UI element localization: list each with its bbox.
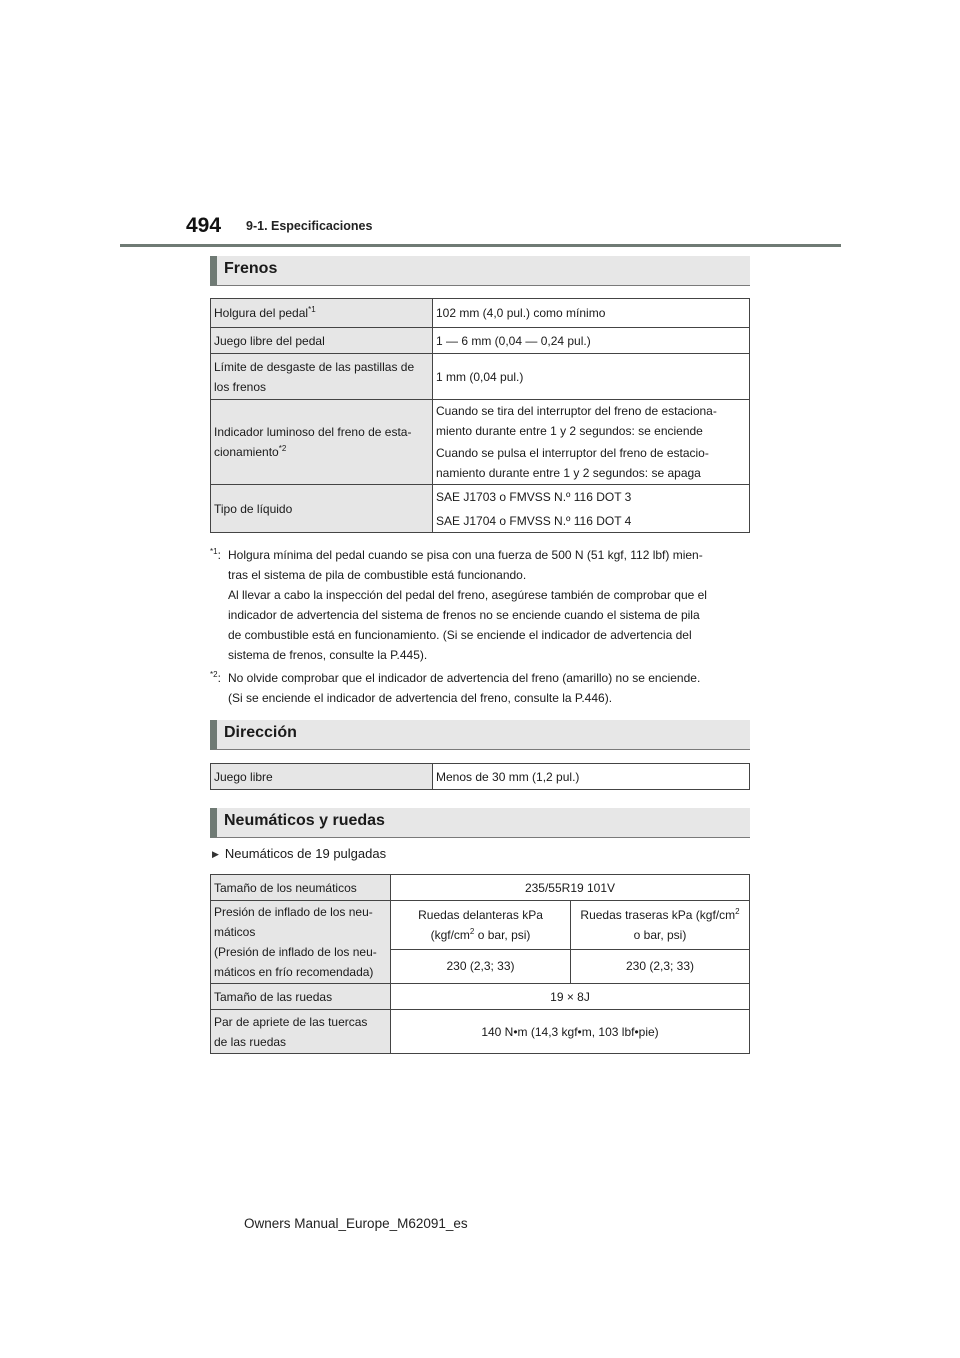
tire-size-bullet: ▶ Neumáticos de 19 pulgadas (212, 846, 387, 861)
table-row (211, 901, 750, 950)
table-label-cell: Holgura del pedal$^{*1}$ (211, 299, 433, 328)
section-title-direccion: Dirección (224, 724, 297, 741)
table-value-cell: 1 — 6 mm (0,04 — 0,24 pul.) (433, 328, 750, 354)
chapter-title: 9-1. Especificaciones (246, 219, 373, 233)
table-label-cell: Presión de inflado de los neu- máticos (Presión de inflado de los neu- máticos en frío recomendada) (211, 901, 391, 984)
table-label-cell: Tamaño de los neumáticos (211, 875, 391, 901)
table-label-cell: Tamaño de las ruedas (211, 984, 391, 1010)
section-title-neumaticos: Neumáticos y ruedas (224, 812, 385, 829)
table-row (211, 485, 750, 533)
footnote-mark: $^{*2}$: (210, 670, 221, 685)
table-value-cell: Cuando se tira del interruptor del freno de estaciona- miento durante entre 1 y 2 segundos: se enciende Cuando se pulsa el interruptor del freno de estacio- namiento durante entre 1 y 2 segundos: se apaga (433, 400, 750, 485)
table-label-cell: Tipo de líquido (211, 485, 433, 533)
table-row (211, 875, 750, 901)
section-header-direccion (210, 720, 750, 750)
front-pressure-header: Ruedas delanteras kPa ($kgf/cm^2$ o bar, psi) (391, 901, 571, 950)
table-row (211, 400, 750, 485)
table-value-cell: SAE J1703 o FMVSS N.º 116 DOT 3 SAE J1704 o FMVSS N.º 116 DOT 4 (433, 485, 750, 533)
footnotes (210, 545, 750, 711)
triangle-bullet-icon: ▶ (212, 849, 219, 859)
section-header-frenos (210, 256, 750, 286)
page-number: 494 (186, 214, 222, 237)
table-row (211, 299, 750, 328)
table-label-cell: Par de apriete de las tuercas de las ruedas (211, 1010, 391, 1054)
table-row (211, 764, 750, 790)
table-value-cell: 19 × 8J (391, 984, 750, 1010)
rear-pressure-value: 230 (2,3; 33) (571, 949, 750, 983)
rear-pressure-header: Ruedas traseras kPa ($kgf/cm^2$ o bar, psi) (571, 901, 750, 950)
section-header-neumaticos (210, 808, 750, 838)
table-row (211, 354, 750, 400)
footer-doc-id: Owners Manual_Europe_M62091_es (244, 1216, 468, 1231)
table-value-cell: 1 mm (0,04 pul.) (433, 354, 750, 400)
table-label-cell: Juego libre del pedal (211, 328, 433, 354)
table-row (211, 1010, 750, 1054)
table-value-cell: 140 N•m (14,3 kgf•m, 103 lbf•pie) (391, 1010, 750, 1054)
table-label-cell: Juego libre (211, 764, 433, 790)
table-label-cell: Límite de desgaste de las pastillas de los frenos (211, 354, 433, 400)
steering-table (210, 763, 750, 790)
tires-table (210, 874, 750, 1054)
footnote-mark: $^{*1}$: (210, 547, 221, 562)
section-title-frenos: Frenos (224, 260, 278, 277)
table-row (211, 328, 750, 354)
table-label-cell: Indicador luminoso del freno de esta- cionamiento$^{*2}$ (211, 400, 433, 485)
table-value-cell: 102 mm (4,0 pul.) como mínimo (433, 299, 750, 328)
brakes-table (210, 298, 750, 533)
table-row (211, 984, 750, 1010)
footnote: $^{*1}$: Holgura mínima del pedal cuando se pisa con una fuerza de 500 N (51 kgf, 112 lbf) mien- tras el sistema de pila de combustible está funcionando. Al llevar a cabo la inspección del pedal del freno, asegúrese también de comprobar que el indicador de advertencia del sistema de frenos no se enciende cuando el sistema de pila de combustible está en funcionamiento. (Si se enciende el indicador de advertencia del sistema de frenos, consulte la P.445). (210, 547, 707, 662)
table-value-cell: Menos de 30 mm (1,2 pul.) (433, 764, 750, 790)
table-value-cell: 235/55R19 101V (391, 875, 750, 901)
footnote: $^{*2}$: No olvide comprobar que el indicador de advertencia del freno (amarillo) no se enciende. (Si se enciende el indicador de advertencia del freno, consulte la P.446). (210, 670, 701, 705)
header-rule (120, 244, 841, 247)
front-pressure-value: 230 (2,3; 33) (391, 949, 571, 983)
